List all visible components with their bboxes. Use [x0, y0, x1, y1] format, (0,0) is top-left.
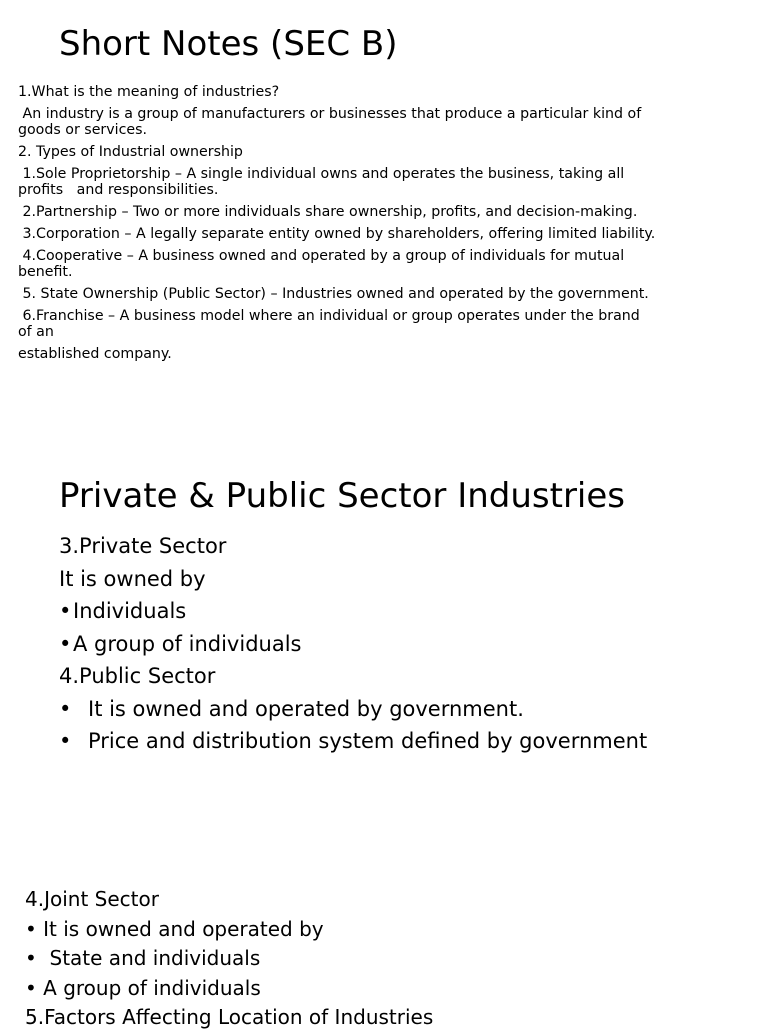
- slide-joint-sector: [0, 860, 768, 1029]
- slide-title: Private & Public Sector Industries: [59, 476, 626, 516]
- bullet-icon: •: [59, 696, 72, 721]
- public-sector-heading: 4.Public Sector: [59, 664, 216, 688]
- bullet-icon: •: [59, 631, 72, 656]
- ownership-item-franchise-cont: established company.: [18, 346, 172, 362]
- answer-line: An industry is a group of manufacturers or businesses that produce a particular kind of: [18, 106, 642, 122]
- slide-short-notes: [0, 0, 768, 440]
- answer-line: goods or services.: [18, 122, 148, 138]
- question-meaning-industries: 1.What is the meaning of industries?: [18, 84, 280, 100]
- ownership-item-sole-proprietorship: 1.Sole Proprietorship – A single individual owns and operates the business, taking all: [18, 166, 625, 182]
- sector-body: [59, 530, 749, 758]
- list-item-text: It is owned and operated by government.: [88, 696, 524, 721]
- list-item: • A group of individuals: [25, 975, 261, 1000]
- slide-private-public-sector: [0, 440, 768, 860]
- list-item: [59, 725, 749, 758]
- list-item: • It is owned and operated by: [25, 916, 324, 941]
- bullet-icon: •: [59, 599, 72, 623]
- joint-sector-heading: 4.Joint Sector: [25, 887, 159, 911]
- list-item: • State and individuals: [25, 946, 261, 970]
- ownership-item-sole-proprietorship-cont: profits and responsibilities.: [18, 182, 219, 198]
- list-item: [59, 628, 749, 661]
- list-item-text: A group of individuals: [73, 631, 302, 656]
- private-sector-heading: 3.Private Sector: [59, 534, 227, 558]
- ownership-item-partnership: 2.Partnership – Two or more individuals share ownership, profits, and decision-making.: [18, 204, 638, 220]
- ownership-item-state-ownership: 5. State Ownership (Public Sector) – Industries owned and operated by the government.: [18, 286, 649, 302]
- bullet-icon: •: [59, 729, 72, 753]
- question-ownership-types: 2. Types of Industrial ownership: [18, 144, 243, 160]
- list-item-text: Individuals: [73, 599, 187, 623]
- ownership-item-corporation: 3.Corporation – A legally separate entity owned by shareholders, offering limited liability.: [18, 226, 656, 242]
- location-factors-heading: 5.Factors Affecting Location of Industries: [25, 1005, 434, 1029]
- list-item-text: Price and distribution system defined by government: [88, 729, 648, 753]
- owned-by-text: It is owned by: [59, 566, 206, 591]
- list-item: [59, 595, 749, 628]
- notes-body: [18, 84, 718, 362]
- ownership-item-cooperative: 4.Cooperative – A business owned and operated by a group of individuals for mutual: [18, 248, 625, 264]
- list-item: [59, 693, 749, 726]
- joint-sector-body: [25, 885, 745, 1033]
- ownership-item-cooperative-cont: benefit.: [18, 264, 73, 280]
- ownership-item-franchise: 6.Franchise – A business model where an individual or group operates under the brand: [18, 308, 640, 324]
- ownership-item-franchise-cont: of an: [18, 324, 54, 340]
- slide-title: Short Notes (SEC B): [59, 24, 398, 64]
